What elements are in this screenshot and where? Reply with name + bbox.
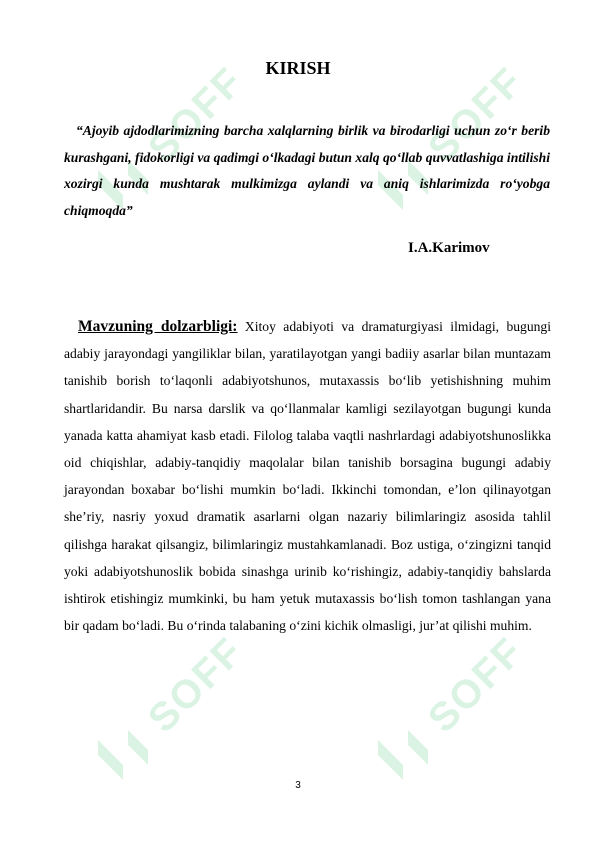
page-number: 3: [295, 780, 301, 791]
watermark-text: SOFF: [420, 628, 533, 742]
section-text: Xitoy adabiyoti va dramaturgiyasi ilmidagi, bugungi adabiy jarayondagi yangiliklar bilan, yaratilayotgan yangi badiiy asarlar bilan muntazam tanishib borish to‘laqonli adabiyotshunos, mutaxassis bo‘lib yetishishning muhim shartlaridandir. Bu narsa darslik va qo‘llanmalar kamligi sezilayotgan bugungi kunda yanada katta ahamiyat kasb etadi. Filolog talaba vaqtli nashrlardagi adabiyotshunoslikka oid chiqishlar, adabiy-tanqidiy maqolalar bilan tanishib borsagina bugungi adabiy jarayondan boxabar bo‘lishi mumkin bo‘ladi. Ikkinchi tomondan, e’lon qilinayotgan she’riy, nasriy yoxud dramatik asarlarni olgan nazariy bilimlaringiz asosida tahlil qilishga harakat qilsangiz, bilimlaringiz mustahkamlanadi. Boz ustiga, o‘zingizni tanqid yoki adabiyotshunoslik bobida sinashga urinib ko‘rishingiz, adabiy-tanqidiy bahslarda ishtirok etishingiz mumkinki, bu ham yetuk mutaxassis bo‘lish tomon tashlangan yana bir qadam bo‘ladi. Bu o‘rinda talabaning o‘zini kichik olmasligi, jur’at qilishi muhim.: [64, 319, 551, 634]
watermark-text: SOFF: [420, 58, 533, 172]
epigraph-quote: “Ajoyib ajdodlarimizning barcha xalqlarning birlik va birodarligi uchun zo‘r berib kurashgani, fidokorligi va qadimgi o‘lkadagi butun xalq qo‘llab quvvatlashiga intilishi xozirgi kunda mushtarak mulkimizga aylandi va aniq ishlarimizda ro‘yobga chiqmoqda”: [64, 123, 550, 218]
watermark-text: SOFF: [140, 628, 253, 742]
section-paragraph: [64, 313, 551, 639]
quote-author: I.A.Karimov: [408, 240, 490, 256]
watermark-text: SOFF: [140, 58, 253, 172]
page-title: KIRISH: [265, 58, 331, 78]
section-heading: Mavzuning dolzarbligi:: [78, 318, 238, 335]
